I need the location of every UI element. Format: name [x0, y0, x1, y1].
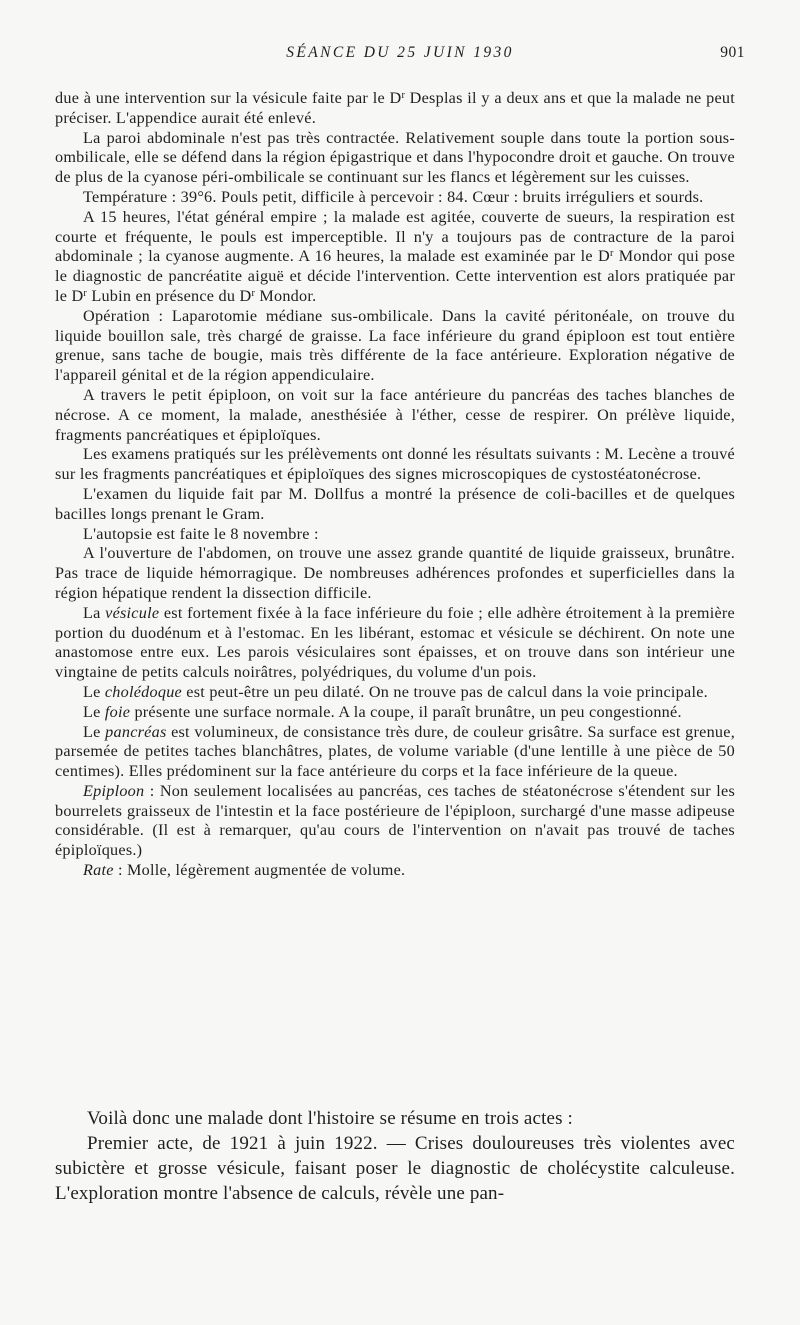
paragraph: A l'ouverture de l'abdomen, on trouve une assez grande quantité de liquide graisseux, brunâtre. Pas trace de liquide hémorragique. De nombreuses adhérences profondes et superficielles dans la région hépatique rendent la dissection difficile.	[55, 544, 735, 602]
paragraph: Le pancréas est volumineux, de consistance très dure, de couleur grisâtre. Sa surface est grenue, parsemée de petites taches blanchâtres, plates, de volume variable (d'une lentille à une pièce de 50 centimes). Elles prédominent sur la face antérieure du corps et la face inférieure de la queue.	[55, 722, 736, 781]
paragraph: Les examens pratiqués sur les prélèvements ont donné les résultats suivants : M. Lecène a trouvé sur les fragments pancréatiques et épiploïques des signes microscopiques de cystostéatonécrose.	[55, 445, 735, 484]
paragraph: Le cholédoque est peut-être un peu dilaté. On ne trouve pas de calcul dans la voie principale.	[83, 682, 708, 701]
paragraph: Température : 39°6. Pouls petit, difficile à percevoir : 84. Cœur : bruits irréguliers et sourds.	[83, 187, 704, 206]
paragraph: L'examen du liquide fait par M. Dollfus a montré la présence de coli-bacilles et de quelques bacilles longs prenant le Gram.	[55, 484, 735, 523]
page-header	[55, 44, 745, 68]
running-title: SÉANCE DU 25 JUIN 1930	[286, 44, 514, 61]
organ-term: pancréas	[105, 722, 167, 741]
page-number: 901	[720, 44, 745, 61]
paragraph: Rate : Molle, légèrement augmentée de volume.	[83, 861, 406, 880]
organ-term: Epiploon	[83, 781, 145, 800]
paragraph: La vésicule est fortement fixée à la face inférieure du foie ; elle adhère étroitement à la première portion du duodénum et à l'estomac. En les libérant, estomac et vésicule se déchirent. On note une anastomose entre eux. Les parois vésiculaires sont épaisses, et on trouve dans son intérieur une vingtaine de petits calculs noirâtres, polyédriques, du volume d'un pois.	[55, 603, 735, 682]
paragraph: A travers le petit épiploon, on voit sur la face antérieure du pancréas des taches blanches de nécrose. A ce moment, la malade, anesthésiée à l'éther, cesse de respirer. On prélève liquide, fragments pancréatiques et épiploïques.	[55, 385, 735, 444]
paragraph: Le foie présente une surface normale. A la coupe, il paraît brunâtre, un peu congestionné.	[83, 702, 682, 721]
discussion-text	[55, 1106, 735, 1206]
organ-term: Rate	[83, 861, 114, 880]
organ-term: foie	[104, 702, 131, 721]
paragraph: Opération : Laparotomie médiane sus-ombilicale. Dans la cavité péritonéale, on trouve du liquide bouillon sale, très chargé de graisse. La face inférieure du grand épiploon est tout entière grenue, sans tache de bougie, mais très différente de la face antérieure. Exploration négative de l'appareil génital et de la région appendiculaire.	[55, 306, 735, 385]
case-report-text	[55, 89, 735, 881]
paragraph: L'autopsie est faite le 8 novembre :	[83, 524, 319, 543]
paragraph: Premier acte, de 1921 à juin 1922. — Crises douloureuses très violentes avec subictère et grosse vésicule, faisant poser le diagnostic de cholécystite calculeuse. L'exploration montre l'absence de calculs, révèle une pan-	[55, 1133, 735, 1204]
paragraph: La paroi abdominale n'est pas très contractée. Relativement souple dans toute la portion sous-ombilicale, elle se défend dans la région épigastrique et dans l'hypocondre droit et gauche. On trouve de plus de la cyanose péri-ombilicale se continuant sur les flancs et légèrement sur les cuisses.	[55, 128, 735, 187]
paragraph: due à une intervention sur la vésicule faite par le $D^r$ Desplas il y a deux ans et que la malade ne peut préciser. L'appendice aurait été enlevé.	[55, 89, 735, 127]
organ-term: cholédoque	[104, 682, 182, 701]
paragraph: Voilà donc une malade dont l'histoire se résume en trois actes :	[87, 1108, 573, 1129]
paragraph: A 15 heures, l'état général empire ; la malade est agitée, couverte de sueurs, la respiration est courte et fréquente, le pouls est imperceptible. Il n'y a toujours pas de contracture de la paroi abdominale ; la cyanose augmente. A 16 heures, la malade est examinée par le $D^r$ Mondor qui pose le diagnostic de pancréatite aiguë et décide l'intervention. Cette intervention est alors pratiquée par le $D^r$ Lubin en présence du $D^r$ Mondor.	[55, 207, 735, 305]
organ-term: vésicule	[105, 603, 160, 622]
paragraph: Epiploon : Non seulement localisées au pancréas, ces taches de stéatonécrose s'étendent sur les bourrelets graisseux de l'intestin et la face postérieure de l'épiploon, surchargé d'une masse adipeuse considérable. (Il est à remarquer, qu'au cours de l'intervention on n'avait pas trouvé de taches épiploïques.)	[55, 781, 735, 860]
